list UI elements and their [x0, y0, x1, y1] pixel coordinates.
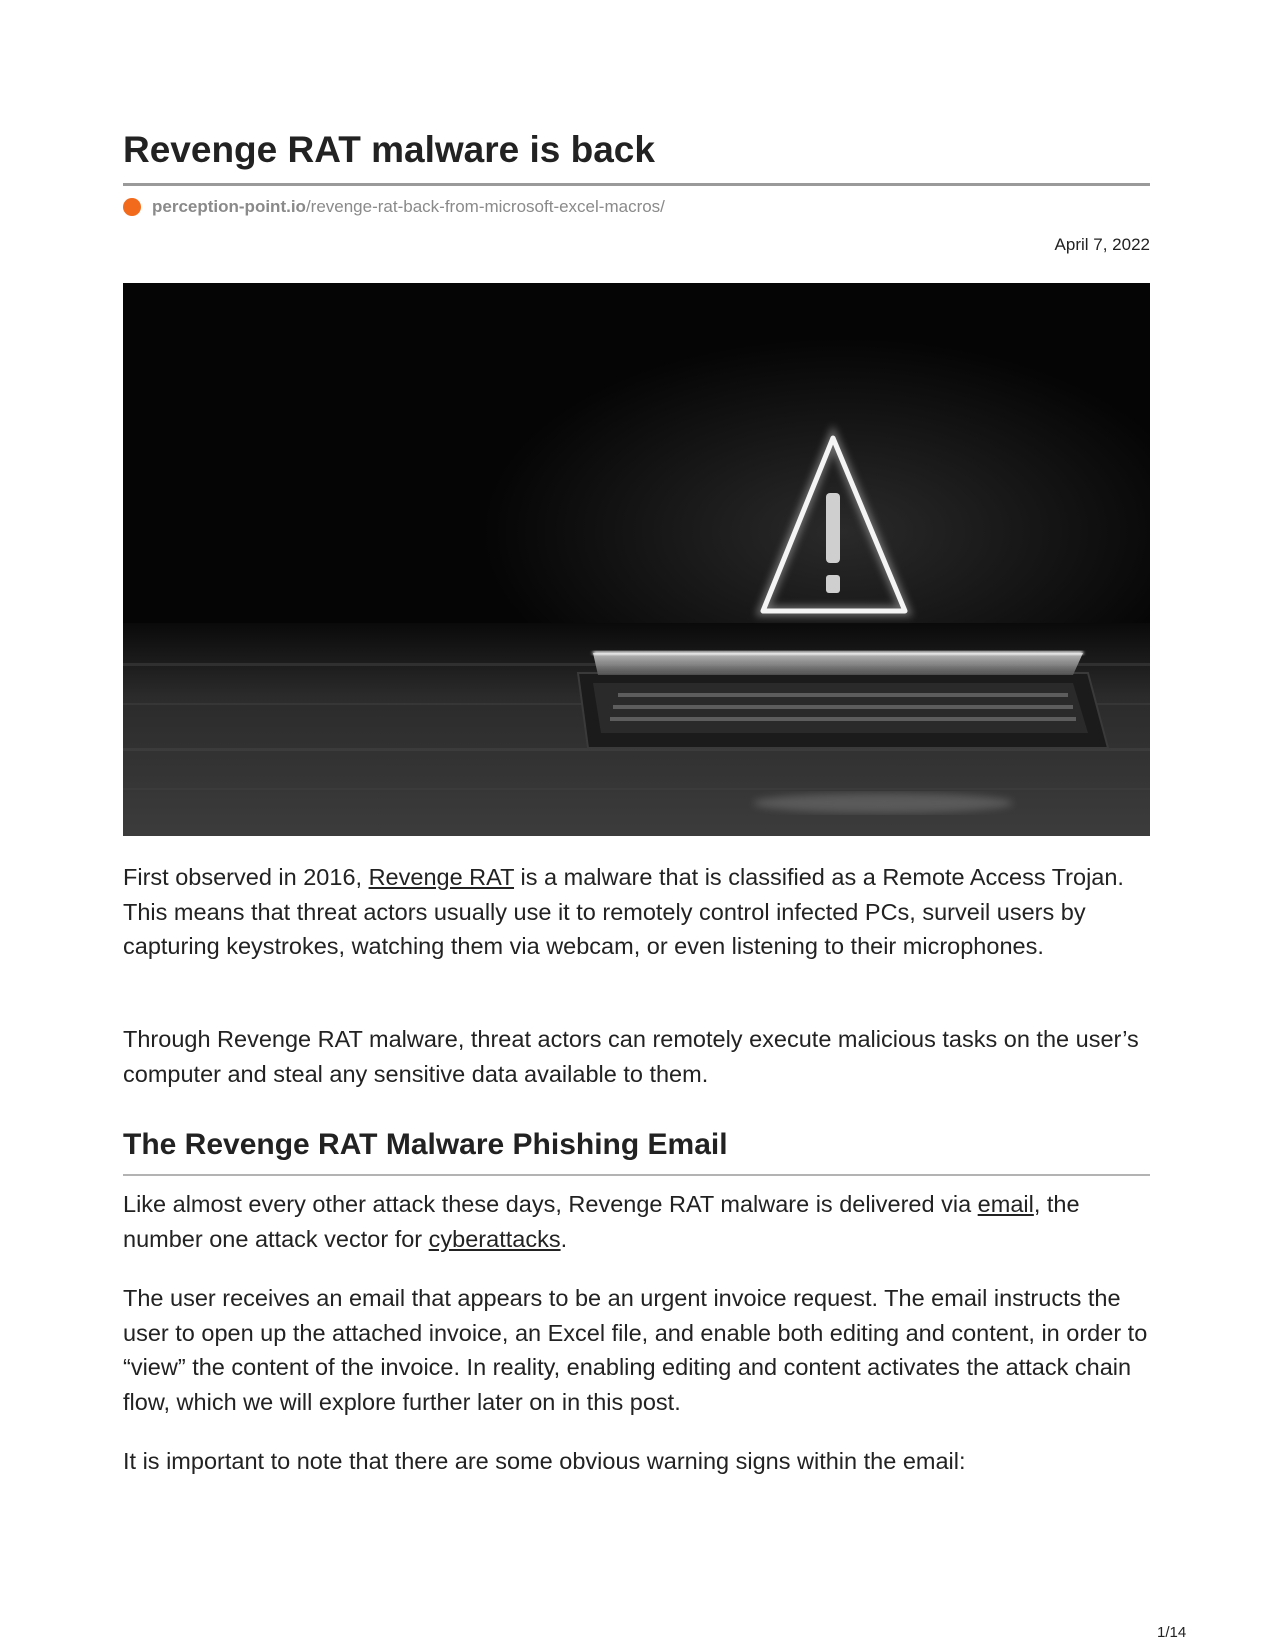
source-domain: perception-point.io — [152, 197, 306, 216]
paragraph-2: Through Revenge RAT malware, threat actors can remotely execute malicious tasks on the user’s computer and steal any sensitive data available to them. — [123, 1026, 1139, 1087]
email-link[interactable]: email — [977, 1191, 1034, 1217]
section-divider — [123, 1174, 1150, 1176]
p3-text-before: Like almost every other attack these days, Revenge RAT malware is delivered via — [123, 1191, 978, 1217]
section-heading: The Revenge RAT Malware Phishing Email — [123, 1128, 728, 1161]
source-path: /revenge-rat-back-from-microsoft-excel-macros/ — [305, 197, 665, 216]
paragraph-5: It is important to note that there are some obvious warning signs within the email: — [123, 1448, 966, 1474]
p3-text-after: . — [560, 1225, 568, 1252]
page-title: Revenge RAT malware is back — [123, 129, 655, 170]
hero-image — [123, 283, 1150, 836]
source-url[interactable] — [123, 196, 665, 218]
intro-text-before: First observed in 2016, — [123, 864, 369, 890]
cyberattacks-link[interactable]: cyberattacks — [428, 1225, 561, 1252]
p3-text-middle: , the number one attack vector for — [123, 1191, 1080, 1252]
intro-paragraph — [123, 860, 1150, 964]
title-divider — [123, 183, 1150, 186]
revenge-rat-link[interactable]: Revenge RAT — [368, 864, 515, 890]
site-favicon-icon — [123, 198, 141, 216]
warning-triangle-icon — [123, 283, 1150, 836]
paragraph-4: The user receives an email that appears to be an urgent invoice request. The email instructs the user to open up the attached invoice, an Excel file, and enable both editing and content, in order to “view” the content of the invoice. In reality, enabling editing and content activates the attack chain flow, which we will explore further later on in this post. — [123, 1285, 1148, 1415]
publish-date: April 7, 2022 — [1054, 235, 1150, 254]
intro-text-after: is a malware that is classified as a Remote Access Trojan. This means that threat actors usually use it to remotely control infected PCs, surveil users by capturing keystrokes, watching them via webcam, or even listening to their microphones. — [123, 864, 1124, 959]
page-number: 1/14 — [1157, 1624, 1187, 1641]
paragraph-3 — [123, 1187, 1150, 1256]
